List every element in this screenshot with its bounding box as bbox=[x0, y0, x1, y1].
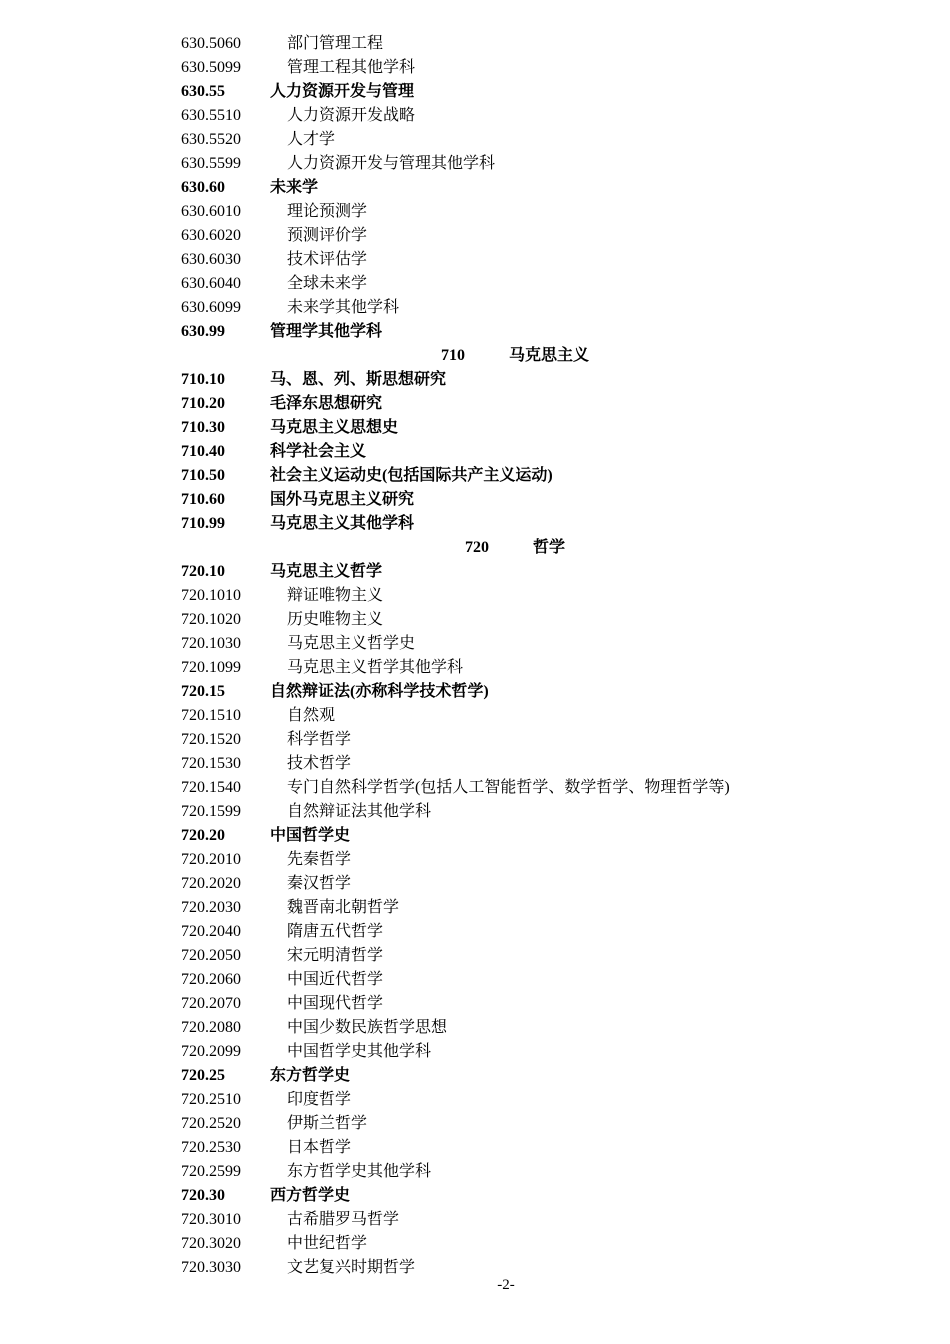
discipline-name: 日本哲学 bbox=[287, 1139, 352, 1156]
discipline-code: 710.99 bbox=[181, 515, 225, 532]
page-number: -2- bbox=[497, 1277, 515, 1293]
discipline-code: 630.55 bbox=[181, 83, 225, 100]
discipline-name: 秦汉哲学 bbox=[287, 875, 352, 892]
discipline-name: 国外马克思主义研究 bbox=[270, 491, 415, 508]
subcategory-row bbox=[0, 1208, 950, 1232]
discipline-code: 720.1520 bbox=[181, 731, 241, 748]
section-heading bbox=[0, 536, 950, 560]
discipline-code: 630.6020 bbox=[181, 227, 241, 244]
subcategory-row bbox=[0, 608, 950, 632]
discipline-code: 720.2010 bbox=[181, 851, 241, 868]
subcategory-row bbox=[0, 104, 950, 128]
subcategory-row bbox=[0, 800, 950, 824]
subcategory-row bbox=[0, 728, 950, 752]
discipline-code: 630.99 bbox=[181, 323, 225, 340]
discipline-name: 中世纪哲学 bbox=[287, 1235, 368, 1252]
discipline-name: 人力资源开发战略 bbox=[287, 107, 416, 124]
subcategory-row bbox=[0, 896, 950, 920]
discipline-name: 马克思主义哲学 bbox=[270, 563, 383, 580]
discipline-code: 630.5520 bbox=[181, 131, 241, 148]
discipline-name: 管理学其他学科 bbox=[270, 323, 383, 340]
subcategory-row bbox=[0, 968, 950, 992]
discipline-name: 中国现代哲学 bbox=[287, 995, 384, 1012]
discipline-code: 720.3030 bbox=[181, 1259, 241, 1276]
discipline-name: 伊斯兰哲学 bbox=[287, 1115, 368, 1132]
discipline-code: 720.2510 bbox=[181, 1091, 241, 1108]
discipline-name: 历史唯物主义 bbox=[287, 611, 384, 628]
subcategory-row bbox=[0, 224, 950, 248]
section-code: 710 bbox=[440, 347, 465, 364]
discipline-code: 630.6040 bbox=[181, 275, 241, 292]
discipline-code: 710.60 bbox=[181, 491, 225, 508]
discipline-code: 630.5099 bbox=[181, 59, 241, 76]
discipline-name: 宋元明清哲学 bbox=[287, 947, 384, 964]
discipline-code: 720.3010 bbox=[181, 1211, 241, 1228]
discipline-name: 马克思主义哲学史 bbox=[287, 635, 416, 652]
discipline-name: 印度哲学 bbox=[287, 1091, 352, 1108]
discipline-code: 720.2099 bbox=[181, 1043, 241, 1060]
discipline-name: 技术哲学 bbox=[287, 755, 352, 772]
section-heading bbox=[0, 344, 950, 368]
discipline-name: 部门管理工程 bbox=[287, 35, 384, 52]
discipline-code: 720.2080 bbox=[181, 1019, 241, 1036]
discipline-code: 630.5060 bbox=[181, 35, 241, 52]
discipline-code: 720.25 bbox=[181, 1067, 225, 1084]
subcategory-row bbox=[0, 1040, 950, 1064]
discipline-code: 710.50 bbox=[181, 467, 225, 484]
category-row bbox=[0, 488, 950, 512]
subcategory-row bbox=[0, 752, 950, 776]
discipline-code: 720.1030 bbox=[181, 635, 241, 652]
section-name: 马克思主义 bbox=[508, 347, 589, 364]
category-row bbox=[0, 440, 950, 464]
subcategory-row bbox=[0, 128, 950, 152]
category-row bbox=[0, 464, 950, 488]
subcategory-row bbox=[0, 296, 950, 320]
discipline-name: 马、恩、列、斯思想研究 bbox=[270, 371, 447, 388]
discipline-name: 人力资源开发与管理其他学科 bbox=[287, 155, 496, 172]
discipline-name: 东方哲学史 bbox=[270, 1067, 351, 1084]
discipline-name: 管理工程其他学科 bbox=[287, 59, 416, 76]
subcategory-row bbox=[0, 1136, 950, 1160]
discipline-name: 中国哲学史 bbox=[270, 827, 351, 844]
discipline-code: 720.2040 bbox=[181, 923, 241, 940]
section-name: 哲学 bbox=[532, 539, 565, 556]
category-row bbox=[0, 824, 950, 848]
subcategory-row bbox=[0, 1088, 950, 1112]
discipline-name: 自然观 bbox=[287, 707, 336, 724]
discipline-code: 720.1099 bbox=[181, 659, 241, 676]
discipline-name: 马克思主义哲学其他学科 bbox=[287, 659, 464, 676]
discipline-code: 710.40 bbox=[181, 443, 225, 460]
discipline-name: 先秦哲学 bbox=[287, 851, 352, 868]
discipline-name: 人力资源开发与管理 bbox=[270, 83, 415, 100]
discipline-name: 中国哲学史其他学科 bbox=[287, 1043, 432, 1060]
section-code: 720 bbox=[464, 539, 489, 556]
discipline-name: 隋唐五代哲学 bbox=[287, 923, 384, 940]
discipline-code: 720.10 bbox=[181, 563, 225, 580]
discipline-code: 720.1010 bbox=[181, 587, 241, 604]
category-row bbox=[0, 1064, 950, 1088]
discipline-code: 720.30 bbox=[181, 1187, 225, 1204]
subcategory-row bbox=[0, 848, 950, 872]
discipline-name: 西方哲学史 bbox=[270, 1187, 351, 1204]
subcategory-row bbox=[0, 704, 950, 728]
category-row bbox=[0, 416, 950, 440]
discipline-code: 720.1510 bbox=[181, 707, 241, 724]
subcategory-row bbox=[0, 656, 950, 680]
subcategory-row bbox=[0, 1160, 950, 1184]
category-row bbox=[0, 368, 950, 392]
discipline-code: 630.6099 bbox=[181, 299, 241, 316]
discipline-code: 630.60 bbox=[181, 179, 225, 196]
discipline-name: 自然辩证法(亦称科学技术哲学) bbox=[270, 683, 489, 700]
discipline-code: 720.1020 bbox=[181, 611, 241, 628]
subcategory-row bbox=[0, 56, 950, 80]
discipline-name: 社会主义运动史(包括国际共产主义运动) bbox=[270, 467, 553, 484]
subcategory-row bbox=[0, 1232, 950, 1256]
discipline-name: 理论预测学 bbox=[287, 203, 368, 220]
category-row bbox=[0, 512, 950, 536]
discipline-name: 技术评估学 bbox=[287, 251, 368, 268]
discipline-name: 魏晋南北朝哲学 bbox=[287, 899, 400, 916]
discipline-code: 720.3020 bbox=[181, 1235, 241, 1252]
discipline-name: 毛泽东思想研究 bbox=[270, 395, 383, 412]
discipline-code: 720.2530 bbox=[181, 1139, 241, 1156]
subcategory-row bbox=[0, 32, 950, 56]
discipline-code: 720.2060 bbox=[181, 971, 241, 988]
discipline-code: 720.2030 bbox=[181, 899, 241, 916]
discipline-code: 720.2050 bbox=[181, 947, 241, 964]
discipline-name: 未来学其他学科 bbox=[287, 299, 400, 316]
subcategory-row bbox=[0, 1016, 950, 1040]
discipline-code: 720.2520 bbox=[181, 1115, 241, 1132]
discipline-code: 720.2599 bbox=[181, 1163, 241, 1180]
discipline-code: 630.5599 bbox=[181, 155, 241, 172]
discipline-code: 720.2070 bbox=[181, 995, 241, 1012]
discipline-name: 科学社会主义 bbox=[270, 443, 367, 460]
category-row bbox=[0, 560, 950, 584]
discipline-code: 630.6010 bbox=[181, 203, 241, 220]
discipline-name: 马克思主义思想史 bbox=[270, 419, 399, 436]
subcategory-row bbox=[0, 920, 950, 944]
category-row bbox=[0, 320, 950, 344]
discipline-code: 710.10 bbox=[181, 371, 225, 388]
discipline-code: 720.2020 bbox=[181, 875, 241, 892]
discipline-code: 710.20 bbox=[181, 395, 225, 412]
discipline-name: 预测评价学 bbox=[287, 227, 368, 244]
category-row bbox=[0, 80, 950, 104]
subcategory-row bbox=[0, 1112, 950, 1136]
subcategory-row bbox=[0, 992, 950, 1016]
discipline-code-list bbox=[0, 32, 950, 1280]
section-heading-content bbox=[0, 536, 950, 560]
discipline-code: 720.1599 bbox=[181, 803, 241, 820]
discipline-name: 人才学 bbox=[287, 131, 336, 148]
subcategory-row bbox=[0, 272, 950, 296]
subcategory-row bbox=[0, 584, 950, 608]
discipline-code: 630.6030 bbox=[181, 251, 241, 268]
category-row bbox=[0, 680, 950, 704]
discipline-name: 中国近代哲学 bbox=[287, 971, 384, 988]
subcategory-row bbox=[0, 200, 950, 224]
discipline-code: 720.15 bbox=[181, 683, 225, 700]
discipline-code: 720.20 bbox=[181, 827, 225, 844]
category-row bbox=[0, 392, 950, 416]
discipline-name: 文艺复兴时期哲学 bbox=[287, 1259, 416, 1276]
subcategory-row bbox=[0, 776, 950, 800]
discipline-code: 630.5510 bbox=[181, 107, 241, 124]
discipline-code: 720.1530 bbox=[181, 755, 241, 772]
section-heading-content bbox=[0, 344, 950, 368]
subcategory-row bbox=[0, 872, 950, 896]
discipline-name: 辩证唯物主义 bbox=[287, 587, 384, 604]
discipline-name: 古希腊罗马哲学 bbox=[287, 1211, 400, 1228]
discipline-name: 中国少数民族哲学思想 bbox=[287, 1019, 448, 1036]
discipline-name: 专门自然科学哲学(包括人工智能哲学、数学哲学、物理哲学等) bbox=[287, 779, 730, 796]
subcategory-row bbox=[0, 944, 950, 968]
discipline-name: 东方哲学史其他学科 bbox=[287, 1163, 432, 1180]
discipline-code: 720.1540 bbox=[181, 779, 241, 796]
category-row bbox=[0, 176, 950, 200]
discipline-code: 710.30 bbox=[181, 419, 225, 436]
discipline-name: 自然辩证法其他学科 bbox=[287, 803, 432, 820]
subcategory-row bbox=[0, 248, 950, 272]
discipline-name: 未来学 bbox=[270, 179, 319, 196]
category-row bbox=[0, 1184, 950, 1208]
discipline-name: 马克思主义其他学科 bbox=[270, 515, 415, 532]
subcategory-row bbox=[0, 152, 950, 176]
subcategory-row bbox=[0, 632, 950, 656]
discipline-name: 科学哲学 bbox=[287, 731, 352, 748]
discipline-name: 全球未来学 bbox=[287, 275, 368, 292]
